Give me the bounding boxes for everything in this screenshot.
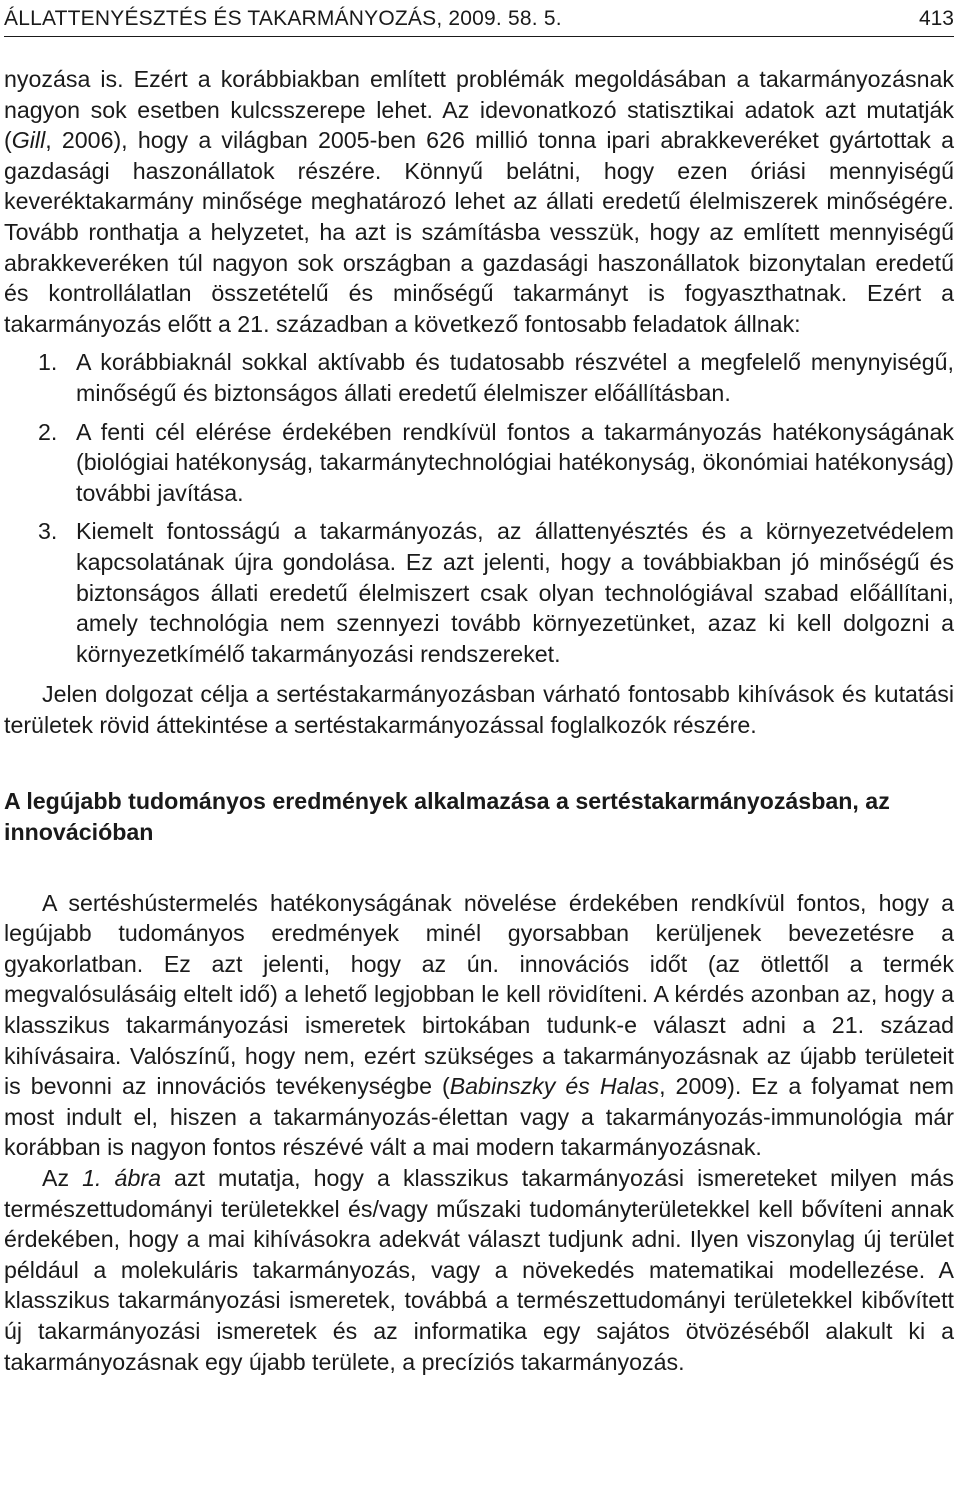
section-p2-text-a: Az bbox=[42, 1165, 83, 1191]
section-paragraph-2 bbox=[4, 1163, 954, 1377]
section-p1-text-b: , 2009). Ez a folyamat nem most indult el, hiszen a takarmányozás-élettan vagy a takarmányozás-immunológia már korábban is nagyon fontos részévé vált a mai modern takarmányozásnak. bbox=[4, 1073, 954, 1161]
list-number: 2. bbox=[38, 418, 58, 445]
section-p1-text-a: A sertéshústermelés hatékonyságának növelése érdekében rendkívül fontos, hogy a legújabb tudományos eredmények minél gyorsabban kerüljenek bevezetésre a gyakorlatban. Ez azt jelenti, hogy az ún. innovációs időt (az ötlettől a termék megvalósulásáig eltelt idő) a lehető legjobban le kell rövidíteni. A kérdés azonban az, hogy a klasszikus takarmányozási ismeretek birtokában tudunk-e választ adni a 21. század kihívásaira. Valószínű, hogy nem, ezért szükséges a takarmányozásnak az újabb területeit is bevonni az innovációs tevékenységbe ( bbox=[4, 889, 954, 1100]
list-text: A fenti cél elérése érdekében rendkívül fontos a takarmányozás hatékonyságának (biológiai hatékonyság, takarmánytechnológiai hatékonyság, ökonómiai hatékonyság) további javítása. bbox=[76, 418, 954, 506]
list-item bbox=[4, 516, 954, 669]
running-header bbox=[4, 6, 954, 37]
aim-paragraph: Jelen dolgozat célja a sertéstakarmányozásban várható fontosabb kihívások és kutatási területek rövid áttekintése a sertéstakarmányozással foglalkozók részére. bbox=[4, 681, 954, 738]
intro-text-a: nyozása is. Ezért a korábbiakban említett problémák megoldásában a takarmányozásnak nagyon sok esetben kulcsszerepe lehet. Az idevonatkozó statisztikai adatok azt mutatják ( bbox=[4, 66, 954, 154]
journal-title: ÁLLATTENYÉSZTÉS ÉS TAKARMÁNYOZÁS, 2009. 58. 5. bbox=[4, 7, 562, 30]
list-text: Kiemelt fontosságú a takarmányozás, az állattenyésztés és a környezetvédelem kapcsolatának újra gondolása. Ez azt jelenti, hogy a továbbiakban jó minőségű és biztonságos állati eredetű élelmiszert csak olyan technológiával szabad előállítani, amely technológia nem szennyezi tovább környezetünket, azaz ki kell dolgozni a környezetkímélő takarmányozási rendszereket. bbox=[76, 518, 954, 667]
list-number: 1. bbox=[38, 349, 58, 376]
page-number: 413 bbox=[918, 7, 954, 30]
list-item bbox=[4, 417, 954, 509]
citation-authors: Babinszky és Halas bbox=[449, 1073, 660, 1100]
article-body bbox=[4, 64, 954, 1377]
list-item bbox=[4, 347, 954, 408]
citation-author: Gill bbox=[11, 127, 46, 154]
list-text: A korábbiaknál sokkal aktívabb és tudatosabb részvétel a megfelelő menynyiségű, minőségű és biztonságos állati eredetű élelmiszer előállításban. bbox=[76, 349, 954, 406]
section-paragraph-1 bbox=[4, 888, 954, 1163]
section-heading: A legújabb tudományos eredmények alkalmazása a sertéstakarmányozásban, az innovációban bbox=[4, 788, 890, 846]
task-list bbox=[4, 347, 954, 669]
figure-reference: 1. ábra bbox=[82, 1165, 161, 1191]
section-p2-text-b: azt mutatja, hogy a klasszikus takarmányozási ismereteket milyen más természettudományi területekkel és/vagy műszaki tudományterületekkel kell bővíteni annak érdekében, hogy a mai kihívásokra adekvát választ tudjunk adni. Ilyen viszonylag új terület például a molekuláris takarmányozás, vagy a növekedés matematikai modellezése. A klasszikus takarmányozási ismeretek, továbbá a természettudományi területekkel kibővített új takarmányozási ismeretek és az informatika egy sajátos ötvözéséből alakult ki a takarmányozásnak egy újabb területe, a precíziós takarmányozás. bbox=[4, 1165, 954, 1375]
intro-text-b: , 2006), hogy a világban 2005-ben 626 millió tonna ipari abrakkeveréket gyártottak a gazdasági haszonállatok részére. Könnyű belátni, hogy ezen óriási mennyiségű keveréktakarmány minősége meghatározó lehet az állati eredetű élelmiszerek minőségére. Tovább ronthatja a helyzetet, ha azt is számításba vesszük, hogy az említett mennyiségű abrakkeveréken túl nagyon sok országban a gazdasági haszonállatok bizonytalan eredetű és kontrollálatlan összetételű és minőségű takarmányt is fogyaszthatnak. Ezért a takarmányozás előtt a 21. században a következő fontosabb feladatok állnak: bbox=[4, 127, 954, 337]
intro-paragraph bbox=[4, 64, 954, 339]
list-number: 3. bbox=[38, 518, 58, 545]
